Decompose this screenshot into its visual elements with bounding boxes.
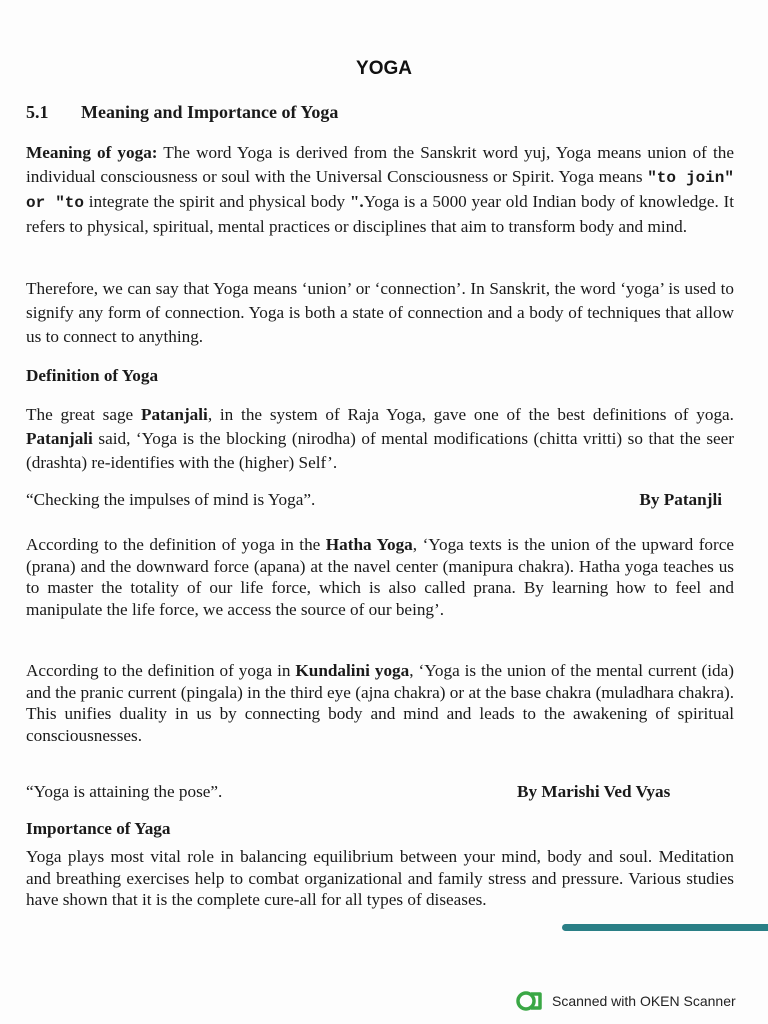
therefore-paragraph: Therefore, we can say that Yoga means ‘union’ or ‘connection’. In Sanskrit, the word ‘yoga’ is used to signify any form of connection. Yoga is both a state of connection and a body of techniques that allow us to connect to anything. bbox=[26, 279, 734, 346]
kund-text-a: According to the definition of yoga in bbox=[26, 661, 296, 680]
meaning-text-3: Yoga is a 5000 year old Indian body of knowledge. It refers to physical, spiritual, mental practices or disciplines that aim to transform body and mind. bbox=[26, 192, 735, 236]
meaning-end: ". bbox=[349, 192, 364, 211]
page-title: YOGA bbox=[356, 58, 412, 79]
def-text-a: The great sage bbox=[26, 405, 141, 424]
def-text-c: said, ‘Yoga is the blocking (nirodha) of mental modifications (chitta vritti) so that the seer (drashta) re-identifies with the (higher) Self’. bbox=[26, 429, 734, 472]
quote-vyas-author: By Marishi Ved Vyas bbox=[517, 782, 671, 801]
section-title: Meaning and Importance of Yoga bbox=[81, 102, 339, 122]
hatha-name: Hatha Yoga bbox=[325, 535, 413, 554]
quote-vyas: “Yoga is attaining the pose”. bbox=[26, 782, 223, 801]
section-heading bbox=[26, 102, 338, 123]
quote-patanjali: “Checking the impulses of mind is Yoga”. bbox=[26, 490, 316, 509]
meaning-label: Meaning of yoga: bbox=[26, 143, 158, 162]
importance-heading: Importance of Yaga bbox=[26, 819, 171, 838]
hatha-text-b: , ‘Yoga texts is the union of the upward force (prana) and the downward force (apana) at the navel center (manipura chakra). Hatha yoga teaches us to master the totality of our life force, which is also called prana. By learning how to feel and manipulate the life force, we access the source of our being’. bbox=[26, 535, 734, 619]
definition-heading: Definition of Yoga bbox=[26, 366, 159, 385]
patanjali-paragraph bbox=[26, 403, 734, 475]
scanner-watermark bbox=[516, 990, 736, 1012]
quote-patanjali-author: By Patanjli bbox=[639, 490, 722, 509]
kundalini-paragraph bbox=[26, 660, 734, 746]
kund-text-b: , ‘Yoga is the union of the mental current (ida) and the pranic current (pingala) in the third eye (ajna chakra) or at the base chakra (muladhara chakra). This unifies duality in us by connecting body and mind and leads to the awakening of spiritual consciousnesses. bbox=[26, 661, 734, 745]
scanner-text: Scanned with OKEN Scanner bbox=[552, 993, 736, 1009]
meaning-paragraph bbox=[26, 141, 734, 239]
kundalini-name: Kundalini yoga bbox=[295, 661, 410, 680]
meaning-text-1: The word Yoga is derived from the Sanskrit word yuj, Yoga means union of the individual consciousness or soul with the Universal Consciousness or Spirit. Yoga means bbox=[26, 143, 734, 186]
hatha-text-a: According to the definition of yoga in the bbox=[26, 535, 326, 554]
meaning-text-2: integrate the spirit and physical body bbox=[84, 192, 350, 211]
section-number: 5.1 bbox=[26, 102, 49, 122]
meaning-quote: "to join" or "to bbox=[26, 169, 734, 212]
importance-paragraph: Yoga plays most vital role in balancing equilibrium between your mind, body and soul. Meditation and breathing exercises help to combat organizational and family stress and pressure. Various studies have shown that it is the complete cure-all for all types of diseases. bbox=[26, 847, 734, 909]
patanjali-name: Patanjali bbox=[140, 405, 208, 424]
patanjali-name-2: Patanjali bbox=[26, 429, 93, 448]
teal-accent-bar bbox=[562, 924, 768, 931]
def-text-b: , in the system of Raja Yoga, gave one of the best definitions of yoga. bbox=[207, 405, 734, 424]
hatha-paragraph bbox=[26, 534, 734, 620]
oken-scanner-icon bbox=[516, 990, 544, 1012]
